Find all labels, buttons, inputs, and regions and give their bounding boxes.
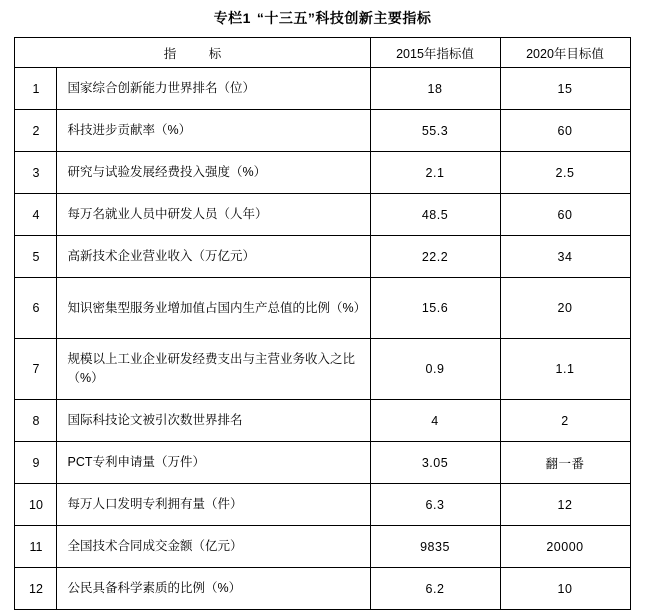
indicator-name: 国际科技论文被引次数世界排名 (57, 400, 370, 442)
indicator-value-2020: 34 (500, 236, 630, 278)
indicator-value-2015: 3.05 (370, 442, 500, 484)
indicator-value-2020: 翻一番 (500, 442, 630, 484)
indicators-table (14, 37, 630, 610)
indicator-name: 国家综合创新能力世界排名（位） (57, 68, 370, 110)
indicator-value-2020: 2 (500, 400, 630, 442)
indicator-name: 科技进步贡献率（%） (57, 110, 370, 152)
indicator-name: 研究与试验发展经费投入强度（%） (57, 152, 370, 194)
row-number: 6 (15, 278, 57, 339)
row-number: 10 (15, 484, 57, 526)
indicator-value-2015: 15.6 (370, 278, 500, 339)
table-header (15, 38, 630, 68)
table-row (15, 526, 630, 568)
indicator-value-2020: 2.5 (500, 152, 630, 194)
indicator-value-2015: 55.3 (370, 110, 500, 152)
indicator-name: 高新技术企业营业收入（万亿元） (57, 236, 370, 278)
row-number: 8 (15, 400, 57, 442)
column-header-indicator-label: 指 标 (163, 46, 232, 61)
row-number: 1 (15, 68, 57, 110)
column-header-value-2020: 2020年目标值 (500, 38, 630, 68)
indicator-value-2020: 12 (500, 484, 630, 526)
table-row (15, 68, 630, 110)
table-row (15, 568, 630, 610)
table-body (15, 68, 630, 610)
indicator-value-2020: 20 (500, 278, 630, 339)
indicator-value-2015: 48.5 (370, 194, 500, 236)
row-number: 9 (15, 442, 57, 484)
table-row (15, 442, 630, 484)
table-header-row (15, 38, 630, 68)
indicator-value-2020: 60 (500, 110, 630, 152)
title-text: “十三五”科技创新主要指标 (256, 10, 432, 26)
title-number: 专栏1 (213, 10, 251, 26)
indicator-value-2020: 60 (500, 194, 630, 236)
table-row (15, 194, 630, 236)
indicator-name: 全国技术合同成交金额（亿元） (57, 526, 370, 568)
row-number: 7 (15, 339, 57, 400)
row-number: 3 (15, 152, 57, 194)
indicator-value-2020: 1.1 (500, 339, 630, 400)
indicator-value-2015: 9835 (370, 526, 500, 568)
indicator-value-2015: 18 (370, 68, 500, 110)
indicator-value-2020: 15 (500, 68, 630, 110)
table-row (15, 484, 630, 526)
indicator-value-2015: 22.2 (370, 236, 500, 278)
indicator-value-2015: 0.9 (370, 339, 500, 400)
row-number: 11 (15, 526, 57, 568)
indicator-name: PCT专利申请量（万件） (57, 442, 370, 484)
column-header-value-2015: 2015年指标值 (370, 38, 500, 68)
page-title (0, 0, 645, 37)
indicator-name: 每万人口发明专利拥有量（件） (57, 484, 370, 526)
table-row (15, 339, 630, 400)
table-row (15, 110, 630, 152)
indicator-name: 公民具备科学素质的比例（%） (57, 568, 370, 610)
indicator-value-2020: 20000 (500, 526, 630, 568)
table-row (15, 400, 630, 442)
row-number: 4 (15, 194, 57, 236)
table-row (15, 278, 630, 339)
indicator-value-2015: 6.2 (370, 568, 500, 610)
indicator-value-2020: 10 (500, 568, 630, 610)
indicator-name: 规模以上工业企业研发经费支出与主营业务收入之比（%） (57, 339, 370, 400)
indicator-name: 每万名就业人员中研发人员（人年） (57, 194, 370, 236)
row-number: 5 (15, 236, 57, 278)
column-header-indicator (15, 38, 370, 68)
indicator-name: 知识密集型服务业增加值占国内生产总值的比例（%） (57, 278, 370, 339)
indicator-value-2015: 6.3 (370, 484, 500, 526)
row-number: 2 (15, 110, 57, 152)
row-number: 12 (15, 568, 57, 610)
indicator-value-2015: 4 (370, 400, 500, 442)
table-row (15, 236, 630, 278)
table-row (15, 152, 630, 194)
indicator-value-2015: 2.1 (370, 152, 500, 194)
